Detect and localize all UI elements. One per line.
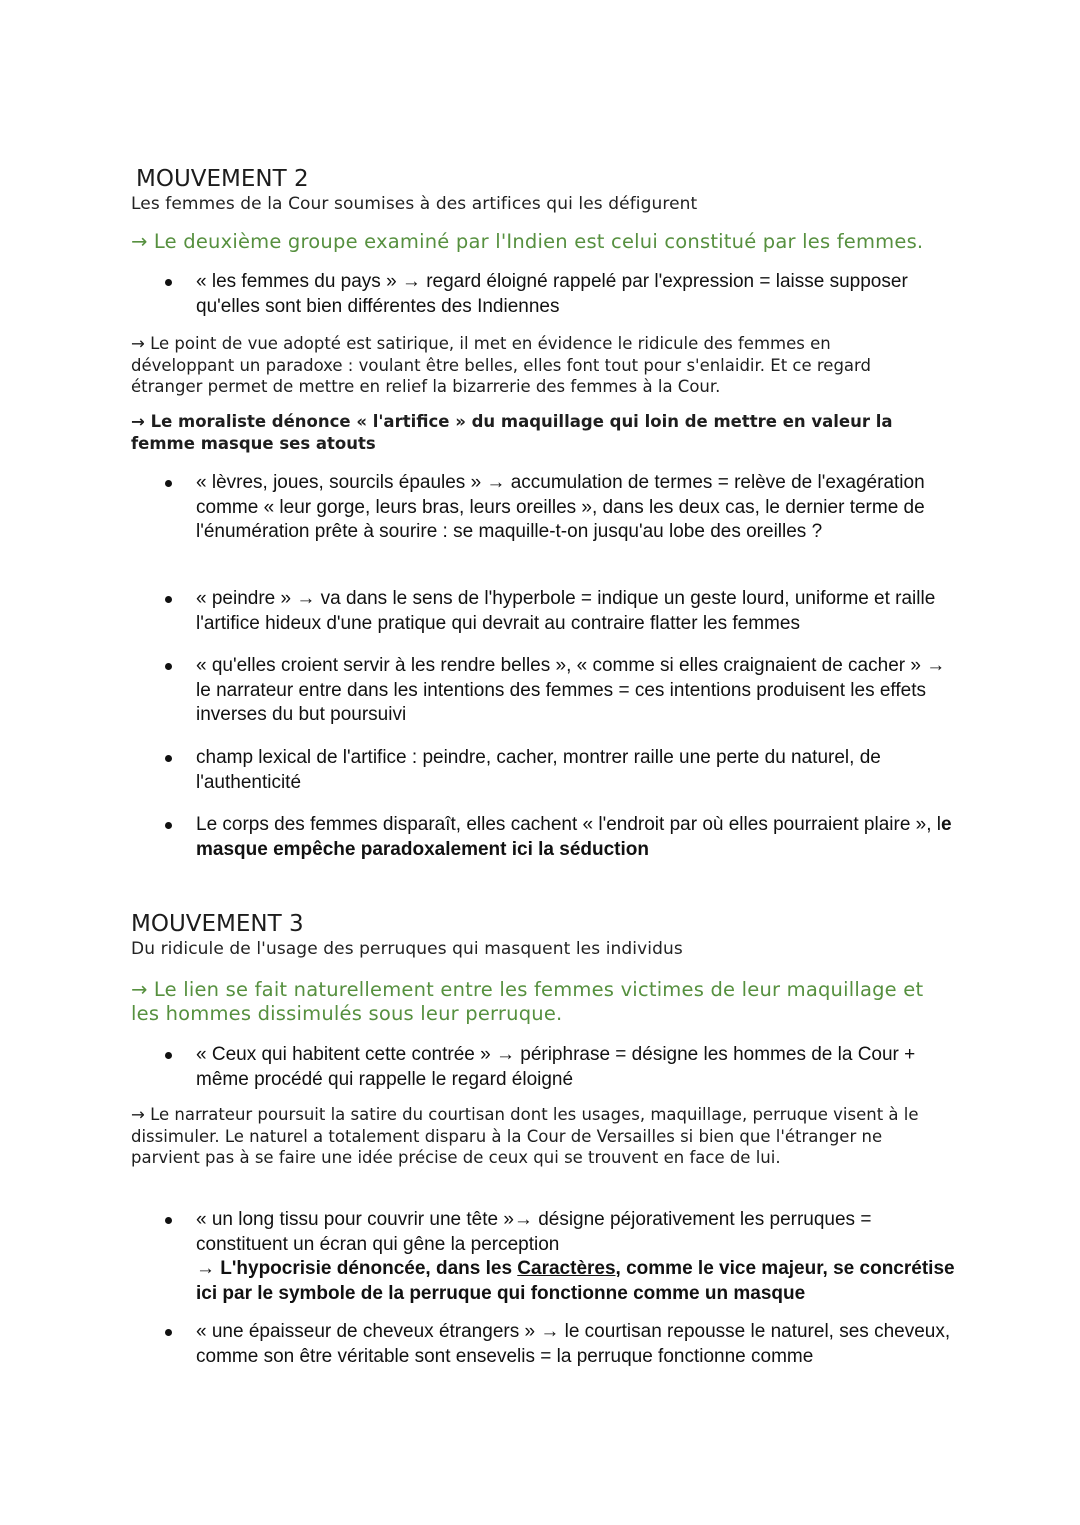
list-item-text-plain: « un long tissu pour couvrir une tête »→ désigne péjorativement les perruques = constituent un écran qui gêne la perception (196, 1209, 872, 1255)
list-item-text-bold: e masque empêche paradoxalement ici la séduction (196, 814, 952, 860)
movement3-paragraph-1: → Le narrateur poursuit la satire du courtisan dont les usages, maquillage, perruque visent à le dissimuler. Le naturel a totalement disparu à la Cour de Versailles si bien que l'étranger ne parvient pas à se faire une idée précise de ceux qui se trouvent en face de lui. (131, 1105, 919, 1167)
book-title-caracteres: Caractères, (517, 1258, 621, 1279)
list-item-text: « qu'elles croient servir à les rendre belles », « comme si elles craignaient de cacher » → le narrateur entre dans les intentions des femmes = ces intentions produisent les effets inverses du but poursuivi (196, 655, 946, 725)
list-item-text: champ lexical de l'artifice : peindre, cacher, montrer raille une perte du naturel, de l'authenticité (196, 747, 881, 793)
bullet-icon (165, 822, 172, 829)
list-item-text: « les femmes du pays » → regard éloigné rappelé par l'expression = laisse supposer qu'elles sont bien différentes des Indiennes (196, 271, 908, 317)
movement2-paragraph-2: → Le moraliste dénonce « l'artifice » du maquillage qui loin de mettre en valeur la femme masque ses atouts (131, 412, 893, 453)
bold-segment: → L'hypocrisie dénoncée, dans les (196, 1258, 518, 1279)
bullet-icon (165, 480, 172, 487)
bullet-icon (165, 755, 172, 762)
list-item-text (196, 1208, 956, 1306)
list-item-text: « peindre » → va dans le sens de l'hyperbole = indique un geste lourd, uniforme et raille l'artifice hideux d'une pratique qui devrait au contraire flatter les femmes (196, 588, 936, 634)
bullet-icon (165, 1217, 172, 1224)
bullet-icon (165, 1329, 172, 1336)
movement2-intro: → Le deuxième groupe examiné par l'Indien est celui constitué par les femmes. (131, 230, 924, 253)
list-item-text (196, 813, 956, 862)
list-item-text: « Ceux qui habitent cette contrée » → périphrase = désigne les hommes de la Cour + même procédé qui rappelle le regard éloigné (196, 1044, 916, 1090)
bullet-icon (165, 279, 172, 286)
movement3-intro: → Le lien se fait naturellement entre les femmes victimes de leur maquillage et les hommes dissimulés sous leur perruque. (131, 978, 924, 1025)
bullet-icon (165, 1052, 172, 1059)
list-item-text: « une épaisseur de cheveux étrangers » → le courtisan repousse le naturel, ses cheveux, comme son être véritable sont ensevelis = la perruque fonctionne comme (196, 1321, 951, 1367)
movement3-title: MOUVEMENT 3 (131, 911, 304, 937)
list-item-text-bold (196, 1258, 955, 1304)
list-item-text: « lèvres, joues, sourcils épaules » → accumulation de termes = relève de l'exagération comme « leur gorge, leurs bras, leurs oreilles », dans les deux cas, le dernier terme de l'énumération prête à sourire : se maquille-t-on jusqu'au lobe des oreilles ? (196, 472, 925, 542)
bullet-icon (165, 663, 172, 670)
movement2-paragraph-1: → Le point de vue adopté est satirique, il met en évidence le ridicule des femmes en développant un paradoxe : voulant être belles, elles font tout pour s'enlaidir. Et ce regard étranger permet de mettre en relief la bizarrerie des femmes à la Cour. (131, 334, 872, 396)
bullet-icon (165, 596, 172, 603)
list-item-text-plain: Le corps des femmes disparaît, elles cachent « l'endroit par où elles pourraient plaire », l (196, 814, 942, 835)
movement3-subtitle: Du ridicule de l'usage des perruques qui masquent les individus (131, 939, 683, 959)
movement2-subtitle: Les femmes de la Cour soumises à des artifices qui les défigurent (131, 194, 698, 214)
movement2-title: MOUVEMENT 2 (136, 166, 309, 192)
bold-segment: comme le vice majeur, se concrétise ici par le symbole de la perruque qui fonctionne comme un masque (196, 1258, 955, 1304)
